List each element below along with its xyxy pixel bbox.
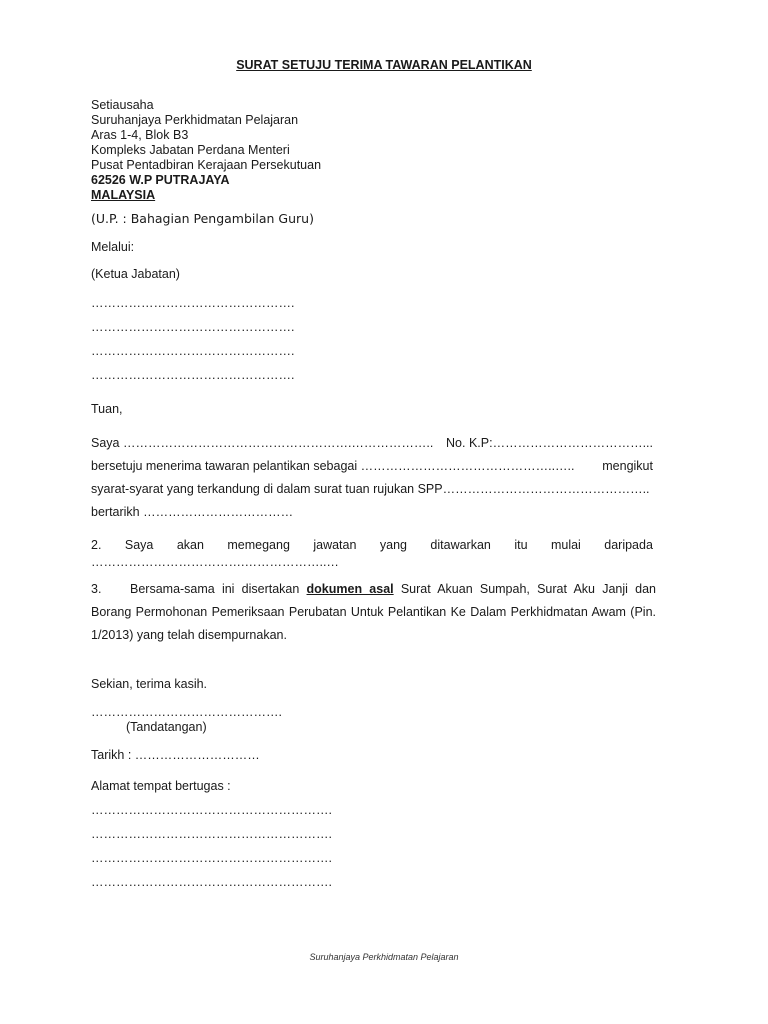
reference-row: syarat-syarat yang terkandung di dalam surat tuan rujukan SPP………………………………………….. <box>91 482 650 496</box>
signature-label: (Tandatangan) <box>126 720 207 734</box>
address-line-3: Aras 1-4, Blok B3 <box>91 128 189 142</box>
workplace-address-line: …………………………………………………. <box>91 875 332 889</box>
address-country: MALAYSIA <box>91 188 156 202</box>
address-line-5: Pusat Pentadbiran Kerajaan Persekutuan <box>91 158 322 172</box>
position-field: bersetuju menerima tawaran pelantikan sebagai ………………………………………..….. <box>91 459 575 473</box>
name-field: Saya ……………………………………………….……………….. <box>91 436 434 450</box>
signature-line: ………………………………………. <box>91 705 282 719</box>
closing-line: Sekian, terima kasih. <box>91 677 208 691</box>
workplace-address-label: Alamat tempat bertugas : <box>91 779 231 793</box>
address-postcode: 62526 W.P PUTRAJAYA <box>91 173 230 187</box>
workplace-address-line: …………………………………………………. <box>91 803 332 817</box>
start-date-field: ……………………………….………………..… <box>91 555 339 569</box>
dept-address-line: …………………………………………. <box>91 344 295 358</box>
ketua-jabatan-label: (Ketua Jabatan) <box>91 267 180 281</box>
dept-address-line: …………………………………………. <box>91 368 295 382</box>
melalui-label: Melalui: <box>91 240 135 254</box>
address-line-4: Kompleks Jabatan Perdana Menteri <box>91 143 290 157</box>
mengikut-word: mengikut <box>602 459 653 473</box>
para2-word: akan <box>176 538 204 552</box>
dept-address-line: …………………………………………. <box>91 320 295 334</box>
attention-line: (U.P. : Bahagian Pengambilan Guru) <box>91 211 314 226</box>
para2-word: memegang <box>227 538 290 552</box>
salutation: Tuan, <box>91 402 123 416</box>
para2-word: daripada <box>604 538 653 552</box>
para3-emphasis: dokumen asal <box>306 582 394 596</box>
name-ic-row <box>91 436 653 450</box>
para3-number: 3. <box>91 582 102 596</box>
date-row: bertarikh ……………………………… <box>91 505 294 519</box>
para2-word: Saya <box>124 538 154 552</box>
para2-word: itu <box>514 538 528 552</box>
address-line-2: Suruhanjaya Perkhidmatan Pelajaran <box>91 113 299 127</box>
para2-word: ditawarkan <box>430 538 491 552</box>
para3-text-before: Bersama-sama ini disertakan <box>130 582 307 596</box>
date-field: Tarikh : ………………………… <box>91 748 260 762</box>
workplace-address-line: …………………………………………………. <box>91 827 332 841</box>
address-line-1: Setiausaha <box>91 98 154 112</box>
paragraph-2-line-1 <box>91 538 653 552</box>
para2-word: jawatan <box>313 538 357 552</box>
ic-number-field: No. K.P:………………………………... <box>446 436 653 450</box>
para2-word: mulai <box>550 538 581 552</box>
para2-word: 2. <box>91 538 102 552</box>
paragraph-3 <box>91 578 656 647</box>
para2-word: yang <box>379 538 407 552</box>
page-title: SURAT SETUJU TERIMA TAWARAN PELANTIKAN <box>236 58 532 72</box>
workplace-address-line: …………………………………………………. <box>91 851 332 865</box>
para3-text-after: Surat Akuan Sumpah, Surat Aku Janji dan Borang Permohonan Pemeriksaan Perubatan Untuk Pelantikan Ke Dalam Perkhidmatan Awam (Pin. 1/2013) yang telah disempurnakan. <box>91 582 656 642</box>
position-row <box>91 459 653 473</box>
page-footer: Suruhanjaya Perkhidmatan Pelajaran <box>309 952 459 962</box>
dept-address-line: …………………………………………. <box>91 296 295 310</box>
